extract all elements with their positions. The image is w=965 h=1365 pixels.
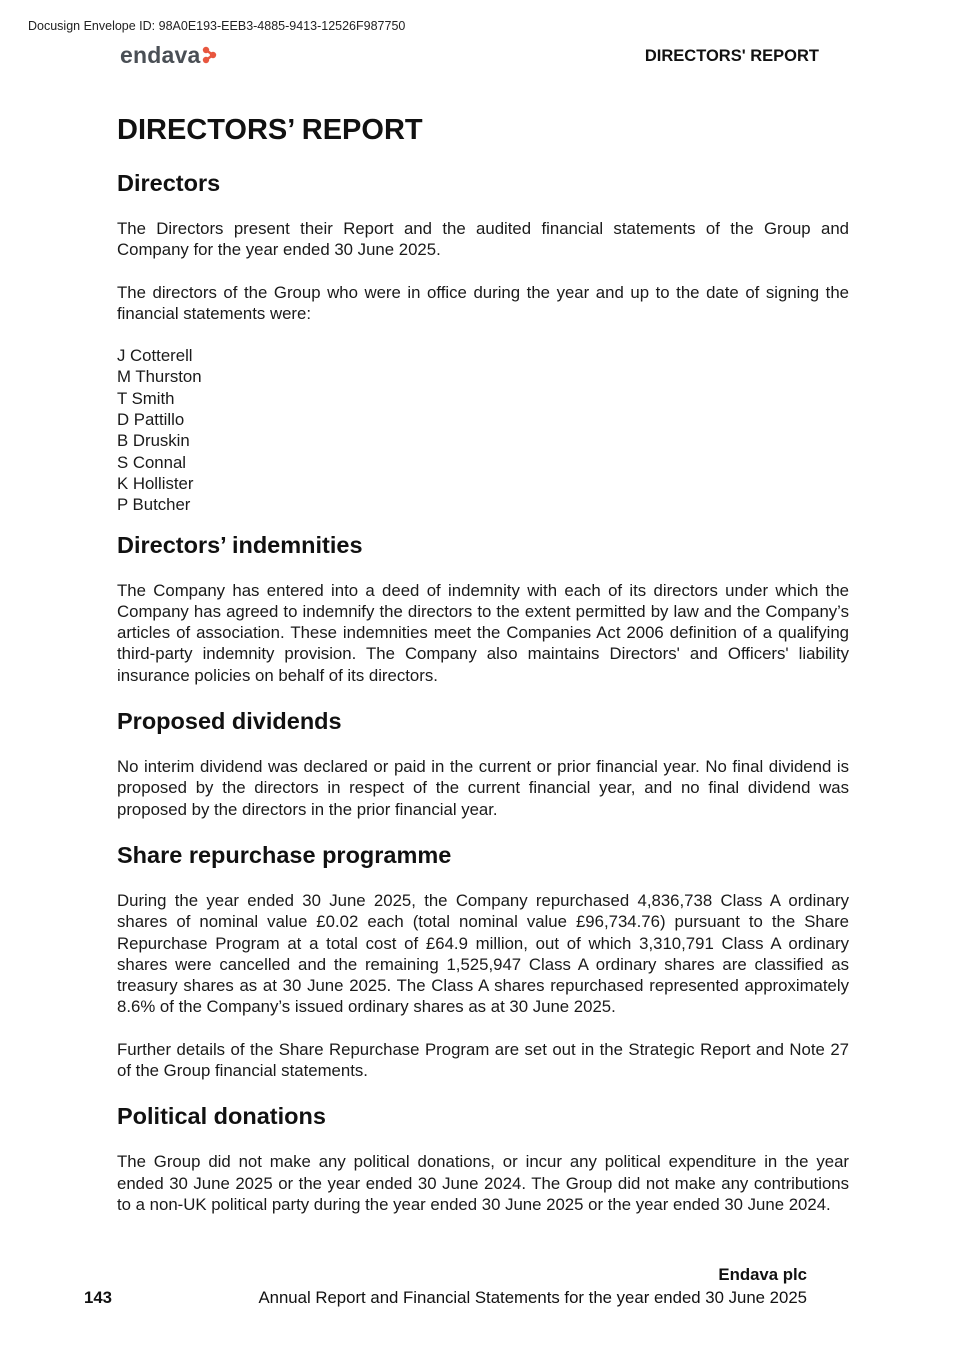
political-heading: Political donations — [117, 1103, 326, 1130]
indemnities-heading: Directors’ indemnities — [117, 531, 363, 558]
repurchase-heading: Share repurchase programme — [117, 841, 452, 868]
repurchase-paragraph-1: During the year ended 30 June 2025, the Company repurchased 4,836,738 Class A ordinary shares of nominal value £0.02 each (total nominal value £96,734.76) pursuant to the Share Repurchase Program at a total cost of £64.9 million, out of which 3,310,791 Class A ordinary shares were cancelled and the remaining 1,525,947 Class A ordinary shares are classified as treasury shares as at 30 June 2025. The Class A shares repurchased represented approximately 8.6% of the Company’s issued ordinary shares as at 30 June 2025. — [117, 890, 849, 1017]
director-name: D Pattillo — [117, 410, 185, 430]
page-title: DIRECTORS’ REPORT — [117, 114, 423, 146]
director-name: J Cotterell — [117, 346, 193, 366]
dividends-heading: Proposed dividends — [117, 708, 342, 735]
footer-company: Endava plc — [718, 1265, 807, 1284]
director-name: M Thurston — [117, 367, 202, 387]
directors-heading: Directors — [117, 170, 221, 196]
indemnities-paragraph: The Company has entered into a deed of indemnity with each of its directors under which the Company has agreed to indemnify the directors to the extent permitted by law and the Company’s articles of association. These indemnities meet the Companies Act 2006 definition of a qualifying third-party indemnity provision. The Company also maintains Directors' and Officers' liability insurance policies on behalf of its directors. — [117, 580, 849, 685]
directors-paragraph-2: The directors of the Group who were in office during the year and up to the date of signing the financial statements were: — [117, 282, 849, 323]
running-header: DIRECTORS' REPORT — [644, 47, 819, 65]
docusign-envelope-id: Docusign Envelope ID: 98A0E193-EEB3-4885-9413-12526F987750 — [28, 19, 406, 33]
page-content — [117, 112, 849, 1215]
logo-text: endava — [120, 41, 201, 68]
logo-mark-icon — [202, 46, 218, 64]
page-number: 143 — [84, 1288, 112, 1307]
directors-paragraph-1: The Directors present their Report and the audited financial statements of the Group and Company for the year ended 30 June 2025. — [117, 219, 849, 260]
director-name: T Smith — [117, 388, 175, 408]
dividends-paragraph: No interim dividend was declared or paid in the current or prior financial year. No final dividend is proposed by the directors in respect of the current financial year, and no final dividend was proposed by the directors in the prior financial year. — [117, 757, 849, 819]
director-name: B Druskin — [117, 431, 190, 451]
director-name: P Butcher — [117, 495, 191, 515]
political-paragraph: The Group did not make any political donations, or incur any political expenditure in the year ended 30 June 2025 or the year ended 30 June 2024. The Group did not make any contributions to a non-UK political party during the year ended 30 June 2025 or the year ended 30 June 2024. — [117, 1152, 849, 1214]
footer-report-title: Annual Report and Financial Statements for the year ended 30 June 2025 — [258, 1288, 807, 1307]
repurchase-paragraph-2: Further details of the Share Repurchase Program are set out in the Strategic Report and Note 27 of the Group financial statements. — [117, 1039, 849, 1081]
director-name: K Hollister — [117, 473, 194, 493]
directors-list — [117, 345, 849, 515]
endava-logo — [120, 40, 218, 70]
director-name: S Connal — [117, 452, 187, 472]
